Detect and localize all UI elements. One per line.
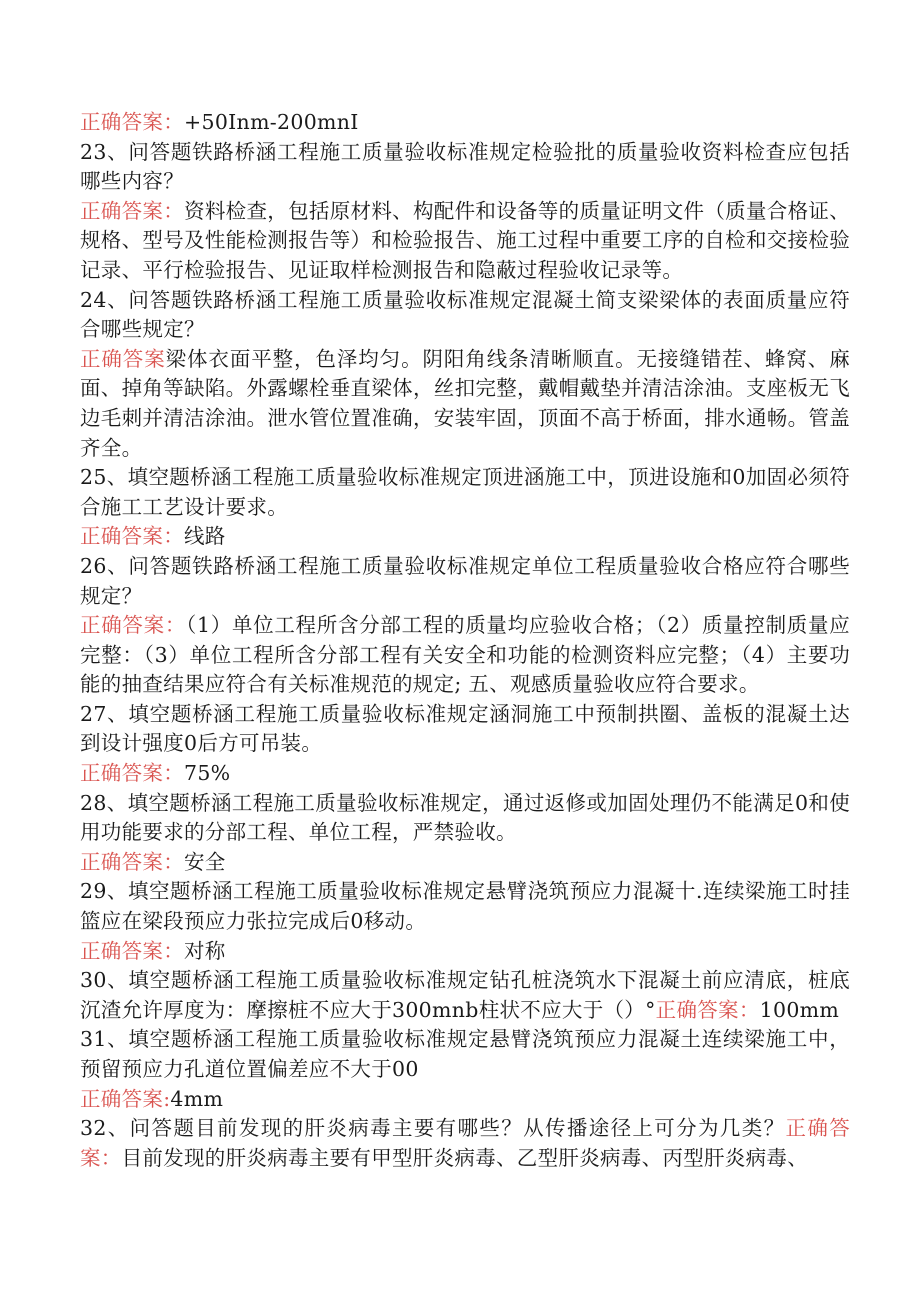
answer-label: 正确答案： [80,613,187,638]
question-27: 27、填空题桥涵工程施工质量验收标准规定涵洞施工中预制拱圈、盖板的混凝土达到设计强度0后方可吊装。 [80,701,850,756]
answer-line [80,197,850,286]
answer-label: 正确答案： [80,524,184,549]
answer-text: +50Inm-200mnI [184,110,359,134]
answer-line [80,848,850,878]
document-body [80,108,850,1173]
question-text: 30、填空题桥涵工程施工质量验收标准规定钻孔桩浇筑水下混凝土前应清底，桩底沉渣允许厚度为：摩擦桩不应大于300mnb柱状不应大于（）° [80,968,850,1022]
question-31: 31、填空题桥涵工程施工质量验收标准规定悬臂浇筑预应力混凝土连续梁施工中，预留预应力孔道位置偏差应不大于00 [80,1027,850,1081]
question-24: 24、问答题铁路桥涵工程施工质量验收标准规定混凝土简支梁梁体的表面质量应符合哪些规定？ [80,287,850,342]
answer-line [80,522,850,552]
question-text: 32、问答题目前发现的肝炎病毒主要有哪些？从传播途径上可分为几类？ [80,1116,786,1141]
answer-label: 正确答案： [80,761,184,786]
question-23: 23、问答题铁路桥涵工程施工质量验收标准规定检验批的质量验收资料检查应包括哪些内容？ [80,139,850,194]
question-25: 25、填空题桥涵工程施工质量验收标准规定顶进涵施工中，顶进设施和0加固必须符合施工工艺设计要求。 [80,465,850,519]
answer-label: 正确答案： [80,938,184,963]
question-29: 29、填空题桥涵工程施工质量验收标准规定悬臂浇筑预应力混凝十.连续梁施工时挂篮应在梁段预应力张拉完成后0移动。 [80,879,850,934]
answer-label: 正确答案： [80,110,184,134]
answer-text: 75% [184,761,231,786]
answer-line [80,108,850,138]
answer-line [80,611,850,700]
answer-text: 目前发现的肝炎病毒主要有甲型肝炎病毒、乙型肝炎病毒、丙型肝炎病毒、 [121,1145,809,1170]
question-30 [80,966,850,1025]
answer-label: 正确答案： [80,198,185,223]
answer-text: 4mm [170,1086,224,1111]
answer-text: 资料检查，包括原材料、构配件和设备等的质量证明文件（质量合格证、规格、型号及性能检测报告等）和检验报告、施工过程中重要工序的自检和交接检验记录、平行检验报告、见证取样检测报告和隐蔽过程验收记录等。 [80,198,850,282]
answer-text: 100mm [759,997,840,1022]
answer-text: 线路 [184,524,226,549]
answer-line [80,759,850,789]
answer-line [80,1085,850,1115]
answer-label: 正确答案： [80,849,184,874]
answer-text: （1）单位工程所含分部工程的质量均应验收合格；（2）质量控制质量应完整：（3）单位工程所含分部工程有关安全和功能的检测资料应完整；（4）主要功能的抽查结果应符合有关标准规范的规定; 五、观感质量验收应符合要求。 [80,613,851,697]
answer-text: 安全 [184,849,226,874]
answer-label: 正确答案： [80,1116,850,1170]
question-32 [80,1114,850,1173]
answer-text: 梁体衣面平整，色泽均匀。阴阳角线条清晰顺直。无接缝错茬、蜂窝、麻面、掉角等缺陷。外露螺栓垂直梁体，丝扣完整，戴帽戴垫并清洁涂油。支座板无飞边毛刺并清洁涂油。泄水管位置准确，安装牢固，顶面不高于桥面，排水通畅。管盖齐全。 [80,346,850,460]
answer-line [80,937,850,967]
question-26: 26、问答题铁路桥涵工程施工质量验收标准规定单位工程质量验收合格应符合哪些规定？ [80,553,850,608]
answer-label: 正确答案: [80,1086,171,1111]
answer-label: 正确答案 [80,346,166,371]
answer-text: 对称 [184,938,226,963]
answer-label: 正确答案： [655,997,760,1022]
question-28: 28、填空题桥涵工程施工质量验收标准规定，通过返修或加固处理仍不能满足0和使用功能要求的分部工程、单位工程，严禁验收。 [80,790,850,845]
answer-line [80,345,850,463]
